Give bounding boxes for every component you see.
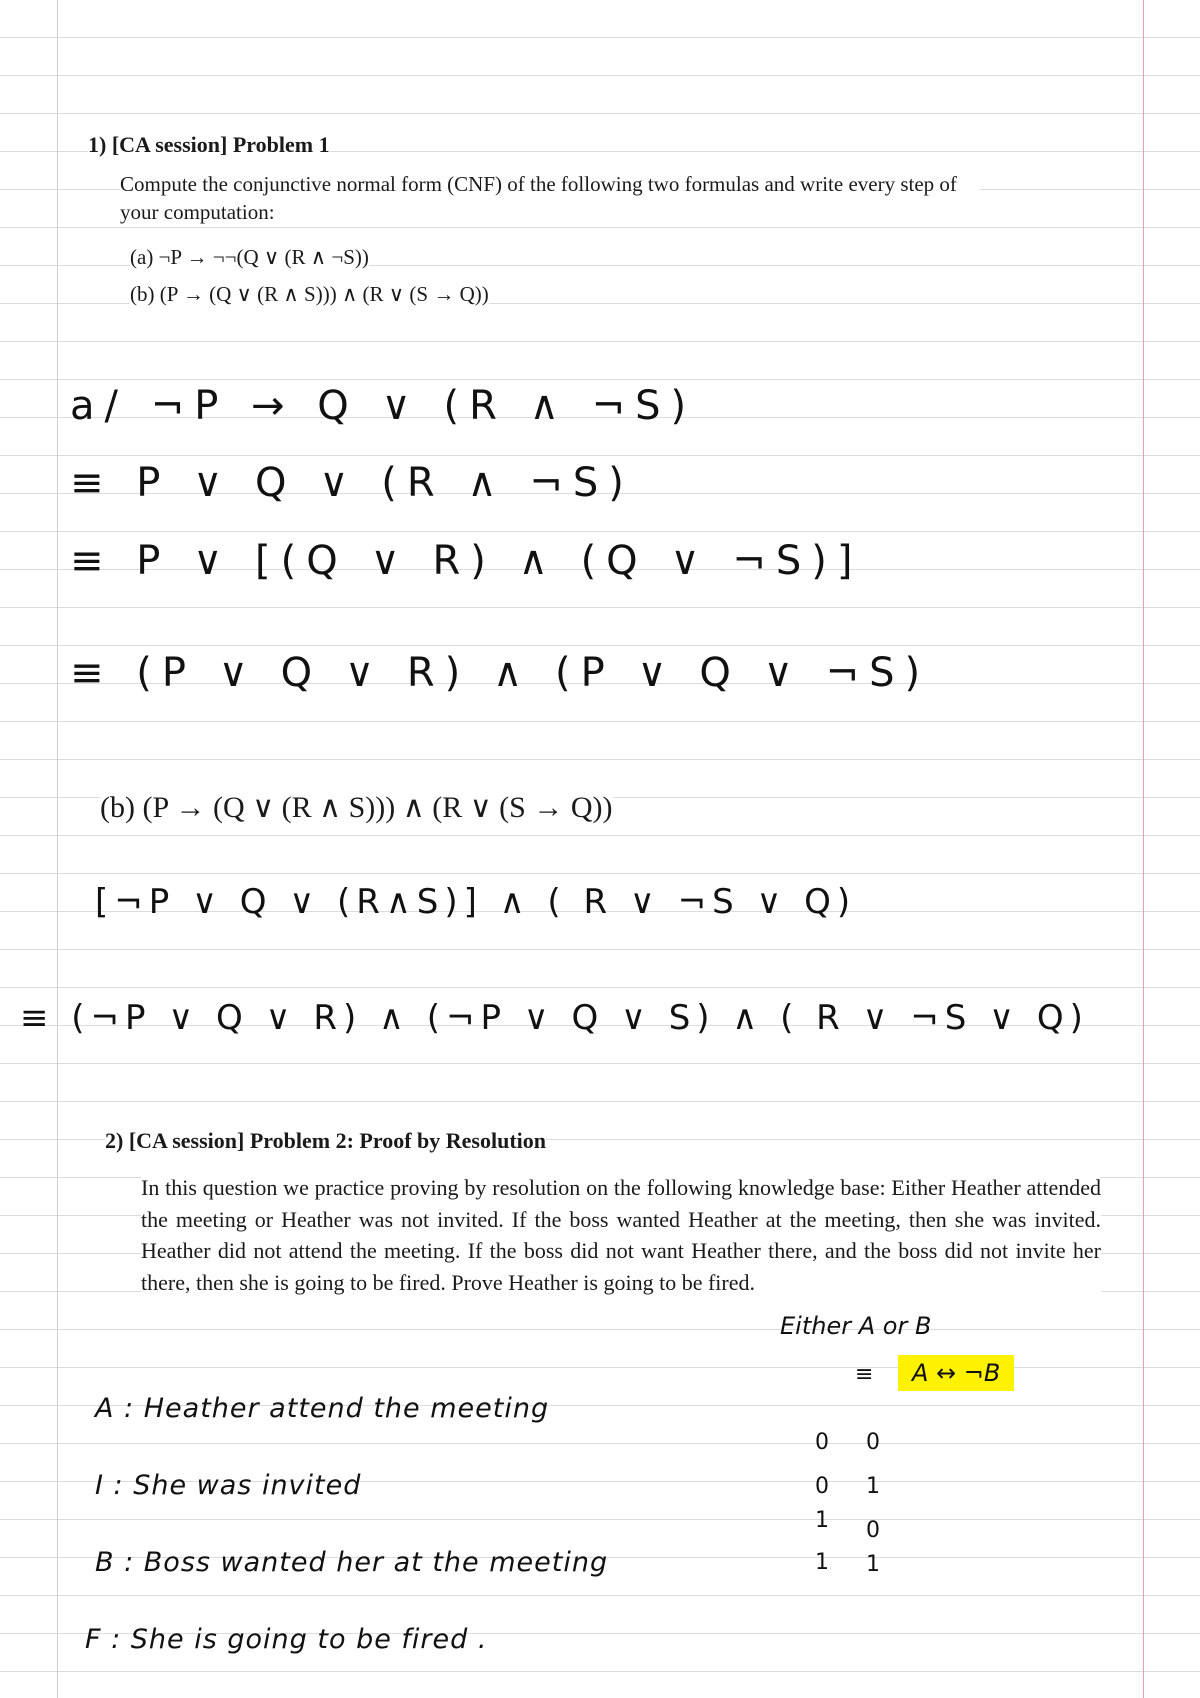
truth-table-cell: 1 <box>815 1508 829 1533</box>
truth-table-cell: 0 <box>815 1430 829 1455</box>
solution-a-line-4: ≡ (P ∨ Q ∨ R) ∧ (P ∨ Q ∨ ¬S) <box>70 650 931 696</box>
problem2-heading: 2) [CA session] Problem 2: Proof by Resolution <box>105 1128 547 1153</box>
truth-table-cell: 1 <box>866 1552 880 1577</box>
solution-b-line-1: [¬P ∨ Q ∨ (R∧S)] ∧ ( R ∨ ¬S ∨ Q) <box>95 882 857 922</box>
solution-b-line-2: ≡ (¬P ∨ Q ∨ R) ∧ (¬P ∨ Q ∨ S) ∧ ( R ∨ ¬S ∨ Q) <box>20 998 1089 1038</box>
problem2-description: In this question we practice proving by resolution on the following knowledge base: Either Heather attended the meeting or Heather was not invited. If the boss wanted Heather at the meeting, then she was invited. Heather did not attend the meeting. If the boss did not want Heather there, and the boss did not invite her there, then she is going to be fired. Prove Heather is going to be fired. <box>141 1172 1101 1298</box>
problem1-item-a: (a) ¬P → ¬¬(Q ∨ (R ∧ ¬S)) <box>130 245 369 269</box>
problem1-heading: 1) [CA session] Problem 1 <box>88 132 330 157</box>
truth-table-cell: 0 <box>866 1430 880 1455</box>
problem1-item-b: (b) (P → (Q ∨ (R ∧ S))) ∧ (R ∨ (S → Q)) <box>130 282 489 306</box>
definition-F: F : She is going to be fired . <box>85 1624 488 1655</box>
solution-a-line-2: ≡ P ∨ Q ∨ (R ∧ ¬S) <box>70 460 634 506</box>
solution-b-restated: (b) (P → (Q ∨ (R ∧ S))) ∧ (R ∨ (S → Q)) <box>100 791 613 824</box>
either-label: Either A or B <box>780 1312 932 1340</box>
definition-B: B : Boss wanted her at the meeting <box>95 1547 609 1578</box>
problem1-description: Compute the conjunctive normal form (CNF) of the following two formulas and write every step of your computation: <box>120 170 980 226</box>
highlighted-equivalence: A ↔ ¬B <box>898 1355 1014 1391</box>
truth-table-cell: 1 <box>866 1474 880 1499</box>
left-margin-line <box>57 0 58 1698</box>
right-margin-line <box>1143 0 1144 1698</box>
definition-I: I : She was invited <box>95 1470 362 1501</box>
solution-a-line-3: ≡ P ∨ [(Q ∨ R) ∧ (Q ∨ ¬S)] <box>70 538 863 584</box>
truth-table-cell: 1 <box>815 1550 829 1575</box>
truth-table-cell: 0 <box>815 1474 829 1499</box>
definition-A: A : Heather attend the meeting <box>95 1393 550 1424</box>
solution-a-line-1: a/ ¬P → Q ∨ (R ∧ ¬S) <box>70 383 697 429</box>
truth-table-cell: 0 <box>866 1518 880 1543</box>
equiv-sign: ≡ <box>855 1362 874 1387</box>
